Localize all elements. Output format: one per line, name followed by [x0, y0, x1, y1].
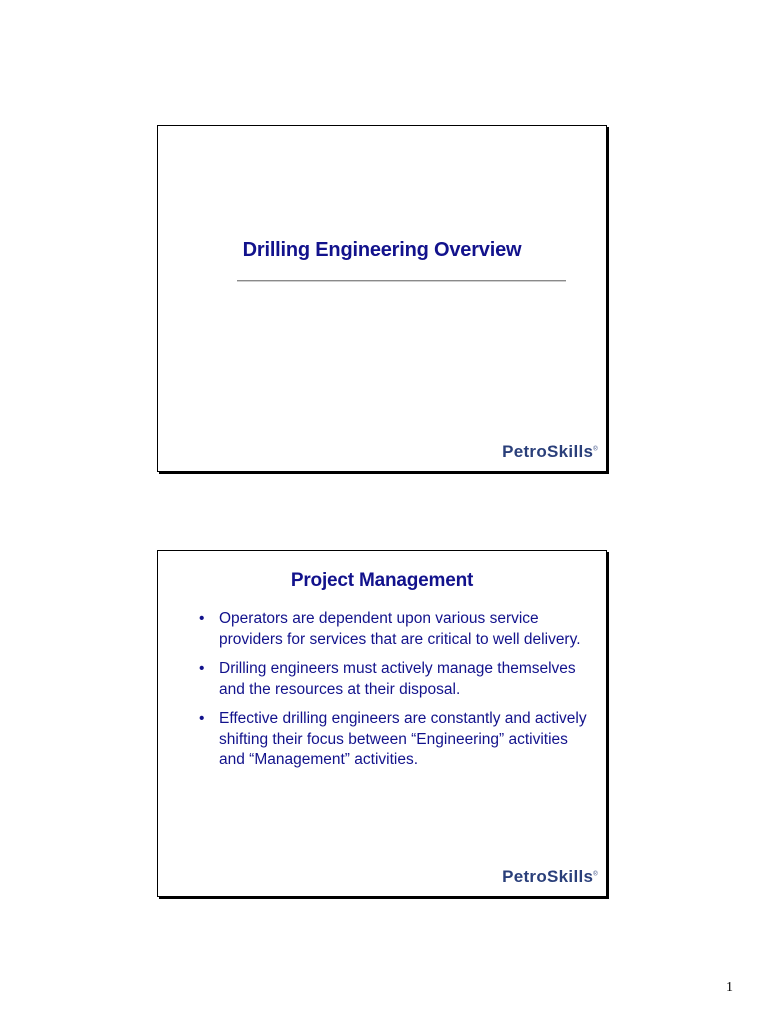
bullet-text: Operators are dependent upon various service providers for services that are critical to well delivery.: [219, 610, 581, 648]
slide-project-management: [157, 550, 607, 897]
slide-title-text: Drilling Engineering Overview: [242, 239, 522, 261]
bullet-item: [199, 709, 594, 771]
logo-text: PetroSkills: [502, 867, 594, 886]
bullet-item: [199, 609, 594, 650]
bullet-dot: •: [199, 610, 205, 627]
logo-text: PetroSkills: [502, 442, 594, 461]
title-underline-rule: [237, 280, 566, 282]
bullet-list: [199, 609, 594, 780]
slide-heading: Project Management: [290, 570, 474, 591]
page-number: 1: [726, 980, 733, 995]
slide-title: [157, 125, 607, 472]
petroskills-logo: [502, 867, 598, 887]
bullet-dot: •: [199, 710, 205, 727]
petroskills-logo: [502, 442, 598, 462]
bullet-text: Effective drilling engineers are constantly and actively shifting their focus between “Engineering” activities and “Management” activities.: [219, 710, 587, 768]
bullet-item: [199, 659, 594, 700]
bullet-text: Drilling engineers must actively manage themselves and the resources at their disposal.: [219, 660, 576, 698]
bullet-dot: •: [199, 660, 205, 677]
registered-mark: ®: [593, 446, 598, 453]
registered-mark: ®: [593, 871, 598, 878]
